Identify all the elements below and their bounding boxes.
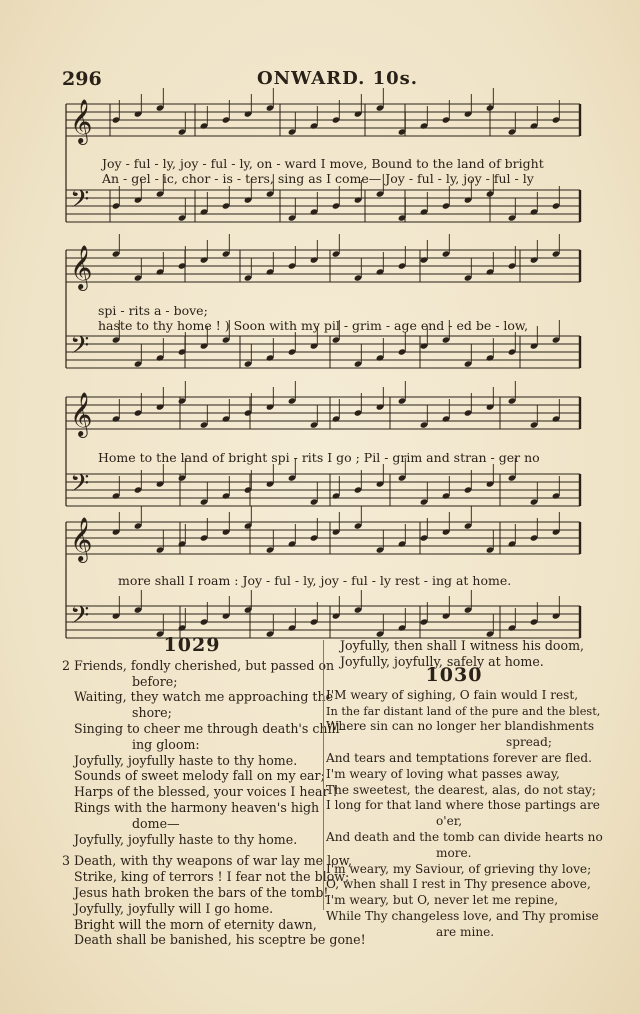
verse-line: Bright will the morn of eternity dawn, [74,916,317,932]
system1-verse1-lyrics: Joy - ful - ly, joy - ful - ly, on - ward I move, Bound to the land of bright [102,156,544,171]
hymn-1030 [326,664,603,941]
verse-line: I long for that land where those partings are [326,798,600,813]
hymn-1029 [62,634,366,948]
verse-line: And death and the tomb can divide hearts no [326,829,603,844]
bass-clef-icon: 𝄢 [70,601,90,636]
hymn-number-1029: 1029 [163,634,221,656]
verse-line: Singing to cheer me through death's chill- [74,720,344,736]
verse-line: more. [436,845,472,860]
verse-line: shore; [132,705,172,721]
verse-line: 2 Friends, fondly cherished, but passed on [62,657,335,673]
verse-line: Joyfully, then shall I witness his doom, [340,638,585,653]
bass-clef-icon: 𝄢 [70,185,90,220]
bass-clef-icon: 𝄢 [70,469,90,504]
verse-line: I'm weary of loving what passes away, [326,766,560,781]
treble-clef-icon: 𝄞 [70,99,93,143]
verse-line: before; [132,673,178,689]
verse-line: Harps of the blessed, your voices I hear ! [74,784,338,800]
verse-line: spread; [506,735,552,750]
verse-line: Sounds of sweet melody fall on my ear; [74,768,325,784]
verse-line: Death shall be banished, his sceptre be gone! [74,932,366,948]
verse-line: Jesus hath broken the bars of the tomb! [74,884,329,900]
treble-clef-icon: 𝄞 [70,392,93,436]
verse-line: dome— [132,815,180,831]
verse-line: Joyfully, joyfully, safely at home. [340,653,544,669]
verse-line: In the far distant land of the pure and the blest, [326,704,601,718]
treble-clef-icon: 𝄞 [70,517,93,561]
verse-line: Joyfully, joyfully haste to thy home. [74,752,298,768]
system1-verse2-lyrics: An - gel - ic, chor - is - ters, sing as I come— Joy - ful - ly, joy - ful - ly [102,171,534,186]
verse-line: O, when shall I rest in Thy presence above, [326,877,591,892]
verse-line: And tears and temptations forever are fled. [326,750,593,765]
verse-line: Rings with the harmony heaven's high [74,799,320,815]
verse-line: I'M weary of sighing, O fain would I rest, [326,687,579,702]
verse-line: Where sin can no longer her blandishments [326,719,595,734]
verse-line: I'm weary, but O, never let me repine, [326,893,559,908]
verse-line: The sweetest, the dearest, alas, do not stay; [326,782,596,797]
verse-line: While Thy changeless love, and Thy promise [326,908,599,923]
system4-lyrics: more shall I roam : Joy - ful - ly, joy - ful - ly rest - ing at home. [118,573,512,588]
verse-line: Joyfully, joyfully will I go home. [74,900,274,916]
verse-line: 3 Death, with thy weapons of war lay me low, [62,853,352,869]
treble-clef-icon: 𝄞 [70,245,93,289]
verse-line: Joyfully, joyfully haste to thy home. [74,831,298,847]
hymn-number-1030: 1030 [425,664,483,686]
system2-verse2-lyrics: haste to thy home ! ) Soon with my pil - grim - age end - ed be - low, [98,318,529,333]
system3-lyrics: Home to the land of bright spi - rits I go ; Pil - grim and stran - ger no [98,450,540,465]
verse-line: ing gloom: [132,736,200,752]
system2-verse1-lyrics: spi - rits a - bove; [98,303,208,318]
verse-line: o'er, [436,814,463,829]
verse-line: Waiting, they watch me approaching the [74,689,334,705]
verse-line: I'm weary, my Saviour, of grieving thy love; [326,861,592,876]
verse-line: are mine. [436,924,495,939]
bass-clef-icon: 𝄢 [70,331,90,366]
verse-line: Strike, king of terrors ! I fear not the blow; [74,869,350,885]
hymn-tune-title: ONWARD. 10s. [257,68,419,89]
column-divider [323,640,324,910]
page-number: 296 [62,68,102,90]
